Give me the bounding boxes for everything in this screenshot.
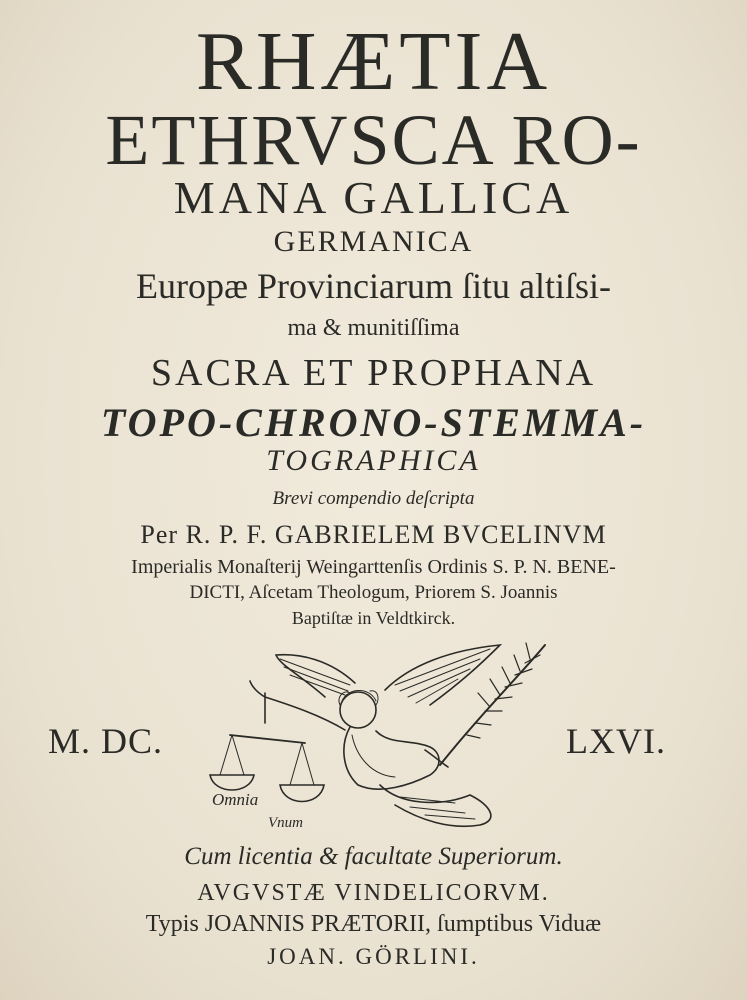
subtitle-line-4: TOPO-CHRONO-STEMMA- [100,400,647,445]
subtitle-line-1: Europæ Provinciarum ſitu altiſsi- [136,266,611,306]
imprint-line-2: AVGVSTÆ VINDELICORVM. [197,880,550,906]
author-line-2: Imperialis Monaſterij Weingarttenſis Ordinis S. P. N. BENE- [131,556,616,578]
imprint-line-3: Typis JOANNIS PRÆTORII, ſumptibus Viduæ [145,911,602,937]
angel-with-scales-woodcut [180,635,555,840]
imprint-line-1: Cum licentia & facultate Superiorum. [184,843,563,870]
title-line-1: RHÆTIA [195,15,552,108]
subtitle-line-5: TOGRAPHICA [266,444,481,477]
imprint-line-4: JOAN. GÖRLINI. [267,944,480,969]
title-line-3: MANA GALLICA [173,172,574,223]
date-left: M. DC. [48,721,164,761]
title-line-2: ETHRVSCA RO- [105,100,642,180]
author-line-3: DICTI, Aſcetam Theologum, Priorem S. Joannis [189,582,558,603]
woodcut-caption-1: Omnia [212,790,259,809]
title-line-4: GERMANICA [273,225,474,258]
author-line-4: Baptiſtæ in Veldtkirck. [291,608,456,628]
subtitle-line-2: ma & munitiſſima [287,315,460,341]
woodcut-caption-2: Vnum [268,815,303,831]
author-line-1: Per R. P. F. GABRIELEM BVCELINVM [140,520,607,549]
subtitle-line-6: Brevi compendio deſcripta [272,488,475,509]
date-right: LXVI. [566,721,666,761]
subtitle-line-3: SACRA ET PROPHANA [150,352,597,394]
